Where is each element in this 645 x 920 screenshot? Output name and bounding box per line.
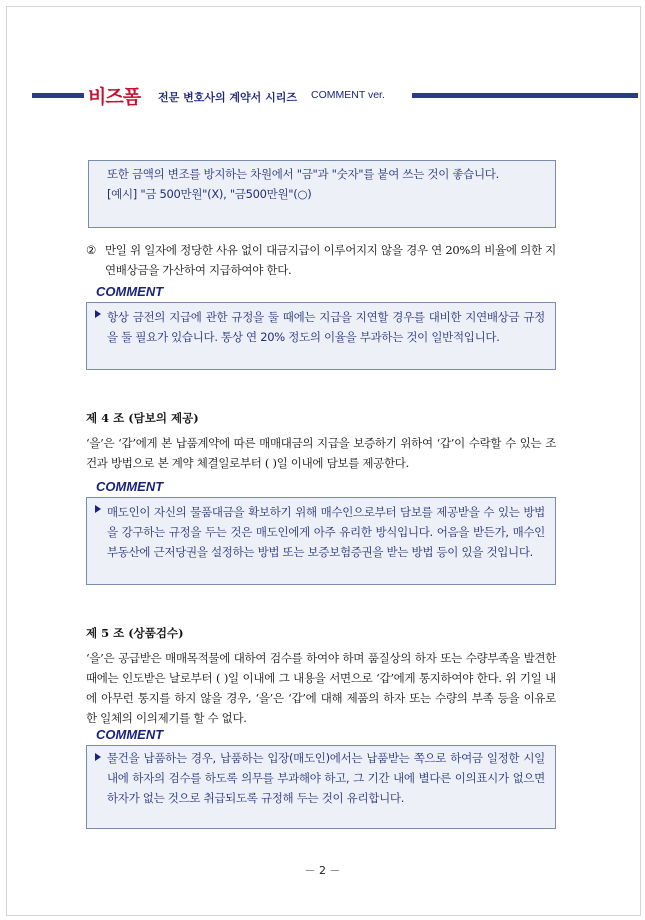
article-5-title: 제 5 조 (상품검수) bbox=[86, 626, 184, 640]
header-bar-left bbox=[32, 93, 84, 98]
comment-tag-2: COMMENT bbox=[96, 479, 164, 494]
comment-text-1: 항상 금전의 지급에 관한 규정을 둘 때에는 지급을 지연할 경우를 대비한 지연배상금 규정을 둘 필요가 있습니다. 통상 연 20% 정도의 이율을 부과하는 것이 일반적입니다. bbox=[107, 310, 545, 344]
comment-text-2: 매도인이 자신의 물품대금을 확보하기 위해 매수인으로부터 담보를 제공받을 수 있는 방법을 강구하는 규정을 두는 것은 매도인에게 아주 유리한 방식입니다. 어음을 받든가, 매수인 부동산에 근저당권을 설정하는 방법 또는 보증보험증권을 받는 방법 등이 있을 것입니다. bbox=[107, 505, 545, 559]
document-header bbox=[0, 82, 645, 112]
comment-tag-3: COMMENT bbox=[96, 727, 164, 742]
bullet-arrow-icon bbox=[95, 753, 101, 761]
comment-box-3 bbox=[86, 745, 556, 829]
clause-item bbox=[86, 240, 556, 280]
article-4-text: ‘을’은 ‘갑’에게 본 납품계약에 따른 매매대금의 지급을 보증하기 위하여 ‘갑’이 수락할 수 있는 조건과 방법으로 본 계약 체결일로부터 ( )일 이내에 담보를 제공한다. bbox=[86, 436, 556, 470]
clause-marker: ② bbox=[86, 243, 97, 257]
page-number: － 2 － bbox=[304, 864, 341, 877]
clause-text: 만일 위 일자에 정당한 사유 없이 대금지급이 이루어지지 않을 경우 연 20%의 비율에 의한 지연배상금을 가산하여 지급하여야 한다. bbox=[105, 243, 556, 277]
note-box bbox=[88, 160, 556, 228]
comment-box-2 bbox=[86, 497, 556, 585]
version-label: COMMENT ver. bbox=[311, 89, 385, 101]
comment-tag-1: COMMENT bbox=[96, 284, 164, 299]
header-bar-right bbox=[412, 93, 638, 98]
comment-text-3: 물건을 납품하는 경우, 납품하는 입장(매도인)에서는 납품받는 쪽으로 하여금 일정한 시일 내에 하자의 검수를 하도록 의무를 부과해야 하고, 그 기간 내에 별다른 이의표시가 없으면 하자가 없는 것으로 취급되도록 규정해 두는 것이 유리합니다. bbox=[107, 751, 545, 805]
article-4-title: 제 4 조 (담보의 제공) bbox=[86, 411, 199, 425]
article-5-text: ‘을’은 공급받은 매매목적물에 대하여 검수를 하여야 하며 품질상의 하자 또는 수량부족을 발견한 때에는 인도받은 날로부터 ( )일 이내에 그 내용을 서면으로 ‘갑’에게 통지하여야 한다. 위 기일 내에 아무런 통지를 하지 않을 경우, ‘을’은 ‘갑’에 대해 제품의 하자 또는 수량의 부족 등을 이유로 한 일체의 이의제기를 할 수 없다. bbox=[86, 651, 556, 725]
brand-logo: 비즈폼 bbox=[88, 86, 141, 108]
series-title: 전문 변호사의 계약서 시리즈 bbox=[158, 91, 297, 104]
bullet-arrow-icon bbox=[95, 505, 101, 513]
note-line-2: [예시] "금 500만원"(X), "금500만원"(○) bbox=[107, 187, 312, 201]
bullet-arrow-icon bbox=[95, 310, 101, 318]
comment-box-1 bbox=[86, 302, 556, 370]
note-line-1: 또한 금액의 변조를 방지하는 차원에서 "금"과 "숫자"를 붙여 쓰는 것이 좋습니다. bbox=[107, 167, 499, 181]
